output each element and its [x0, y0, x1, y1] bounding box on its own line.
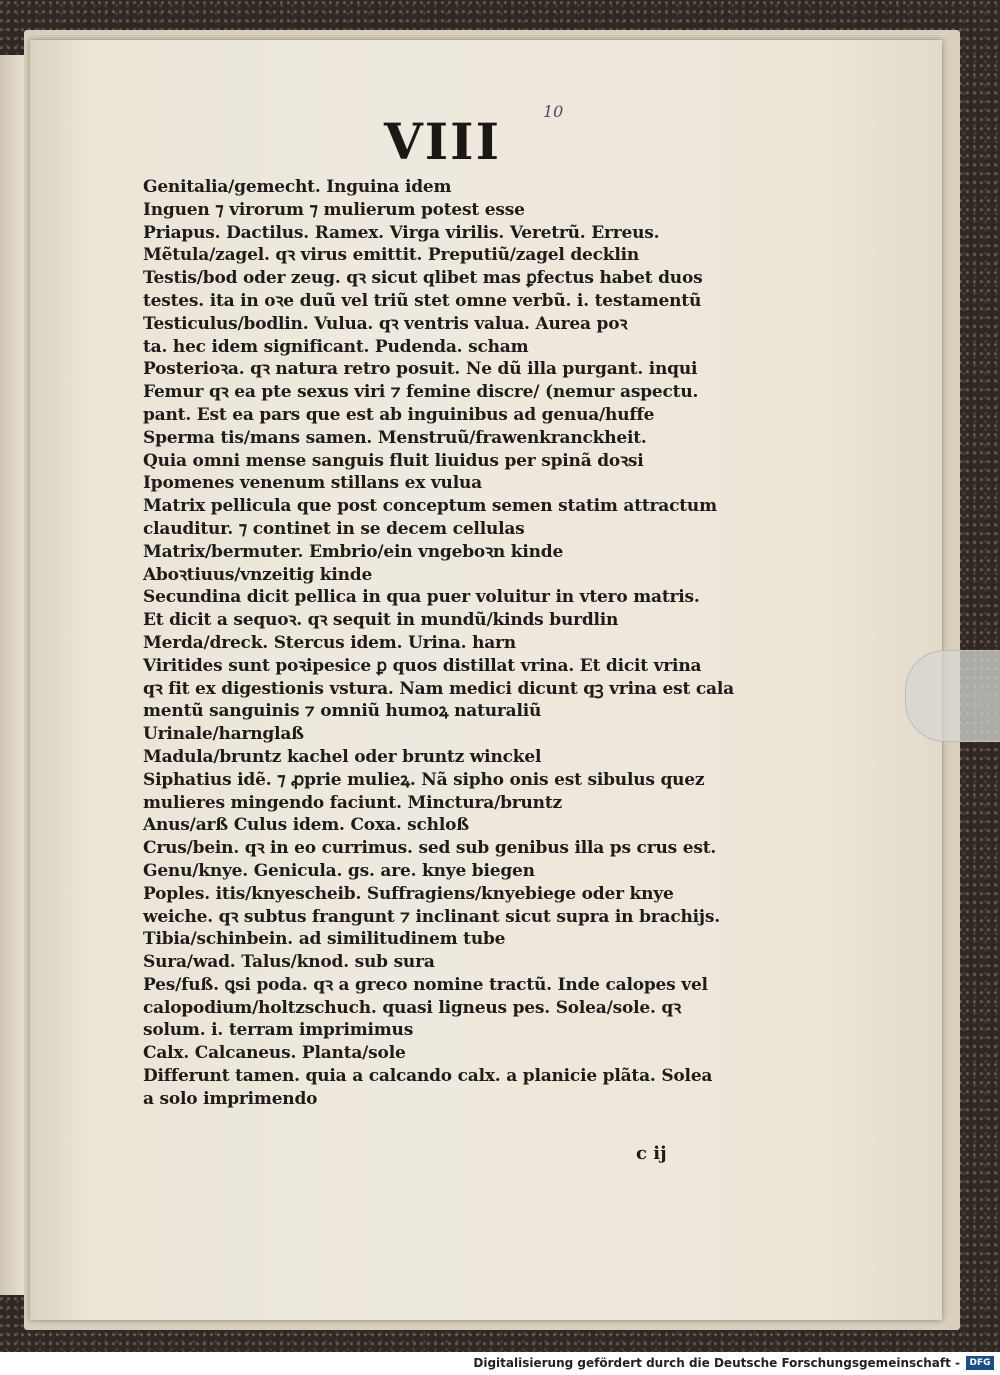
- text-line: Madula/bruntz kachel oder bruntz winckel: [143, 746, 542, 767]
- text-line: solum. i. terram imprimimus: [143, 1020, 414, 1041]
- text-line: Quia omni mense sanguis fluit liuidus per spinã doꝛsi: [143, 450, 644, 471]
- footer-credit: Digitalisierung gefördert durch die Deutsche Forschungsgemeinschaft -: [473, 1356, 960, 1370]
- text-line: ta. hec idem significant. Pudenda. scham: [143, 336, 529, 357]
- page-clip: [905, 650, 1000, 742]
- text-line: testes. ita in oꝛe duũ vel triũ stet omne verbũ. i. testamentũ: [143, 290, 702, 311]
- left-page-edge: [0, 55, 25, 1295]
- text-line: Secundina dicit pellica in qua puer voluitur in vtero matris.: [143, 587, 700, 608]
- text-line: Sura/wad. Talus/knod. sub sura: [143, 952, 435, 973]
- text-line: weiche. qꝛ subtus frangunt ⁊ inclinant sicut supra in brachijs.: [143, 906, 720, 927]
- text-line: Femur qꝛ ea pte sexus viri ⁊ femine discre/ (nemur aspectu.: [143, 382, 699, 403]
- footer-bar: [0, 1352, 1000, 1375]
- signature-mark: c ij: [636, 1143, 667, 1164]
- text-line: clauditur. ⁊ continet in se decem cellulas: [143, 518, 525, 539]
- text-line: Genu/knye. Genicula. gs. are. knye biegen: [143, 860, 535, 881]
- text-line: Matrix/bermuter. Embrio/ein vngeboꝛn kinde: [143, 541, 564, 562]
- text-line: Differunt tamen. quia a calcando calx. a planicie plãta. Solea: [143, 1066, 713, 1087]
- text-line: Matrix pellicula que post conceptum semen statim attractum: [143, 496, 717, 517]
- text-line: a solo imprimendo: [143, 1088, 318, 1109]
- text-line: Sperma tis/mans samen. Menstruũ/frawenkranckheit.: [143, 427, 647, 448]
- text-line: Siphatius idẽ. ⁊ ꝓprie mulieꝝ. Nã sipho onis est sibulus quez: [143, 769, 705, 790]
- text-line: Testis/bod oder zeug. qꝛ sicut qlibet mas ꝑfectus habet duos: [143, 268, 703, 289]
- dfg-logo[interactable]: DFG: [966, 1356, 994, 1370]
- text-line: Inguen ⁊ virorum ⁊ mulierum potest esse: [143, 199, 525, 220]
- text-line: Viritides sunt poꝛipesice ꝑ quos distillat vrina. Et dicit vrina: [143, 655, 702, 676]
- text-line: mentũ sanguinis ⁊ omniũ humoꝝ naturaliũ: [143, 701, 542, 722]
- chapter-heading: VIII: [384, 112, 501, 171]
- text-line: Genitalia/gemecht. Inguina idem: [143, 177, 452, 197]
- text-line: qꝛ fit ex digestionis vstura. Nam medici dicunt qꝫ vrina est cala: [143, 678, 734, 699]
- text-line: Pes/fuß. ꝗsi poda. qꝛ a greco nomine tractũ. Inde calopes vel: [143, 974, 708, 995]
- text-line: Mẽtula/zagel. qꝛ virus emittit. Preputiũ/zagel decklin: [143, 245, 640, 266]
- text-line: Tibia/schinbein. ad similitudinem tube: [143, 929, 506, 950]
- text-line: calopodium/holtzschuch. quasi ligneus pes. Solea/sole. qꝛ: [143, 997, 681, 1018]
- text-line: Merda/dreck. Stercus idem. Urina. harn: [143, 632, 516, 653]
- page-text: [143, 176, 743, 1111]
- text-line: pant. Est ea pars que est ab inguinibus ad genua/huffe: [143, 404, 655, 425]
- text-line: Testiculus/bodlin. Vulua. qꝛ ventris valua. Aurea poꝛ: [143, 313, 628, 334]
- text-line: Anus/arß Culus idem. Coxa. schloß: [143, 815, 469, 836]
- text-line: Calx. Calcaneus. Planta/sole: [143, 1043, 406, 1064]
- text-line: Priapus. Dactilus. Ramex. Virga virilis. Veretrũ. Erreus.: [143, 222, 660, 243]
- text-line: Posterioꝛa. qꝛ natura retro posuit. Ne dũ illa purgant. inqui: [143, 359, 698, 380]
- text-line: Aboꝛtiuus/vnzeitig kinde: [143, 564, 373, 585]
- text-line: Et dicit a sequoꝛ. qꝛ sequit in mundũ/kinds burdlin: [143, 610, 619, 631]
- text-line: mulieres mingendo faciunt. Minctura/bruntz: [143, 792, 562, 813]
- text-line: Urinale/harnglaß: [143, 724, 304, 745]
- text-line: Poples. itis/knyescheib. Suffragiens/knyebiege oder knye: [143, 883, 674, 904]
- text-line: Crus/bein. qꝛ in eo currimus. sed sub genibus illa ps crus est.: [143, 838, 717, 859]
- folio-note: 10: [543, 102, 564, 121]
- text-line: Ipomenes venenum stillans ex vulua: [143, 473, 482, 494]
